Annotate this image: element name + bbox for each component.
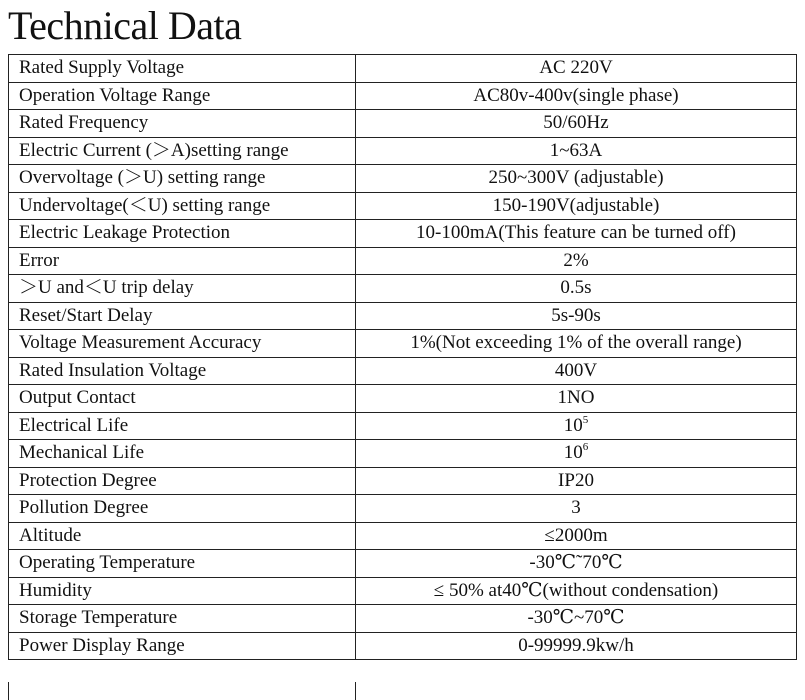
spec-name: Undervoltage(＜U) setting range [9,192,356,220]
spec-name: Reset/Start Delay [9,302,356,330]
table-row [9,55,797,83]
table-row [9,220,797,248]
value-base: 10 [563,414,583,436]
spec-name: ＞U and＜U trip delay [9,275,356,303]
table-row [9,110,797,138]
table-row [9,192,797,220]
divider [8,682,9,700]
spec-value: AC80v-400v(single phase) [356,82,797,110]
spec-name: Electrical Life [9,412,356,440]
spec-name: Output Contact [9,385,356,413]
table-row [9,577,797,605]
table-row [9,467,797,495]
spec-name: Protection Degree [9,467,356,495]
value-exponent: 6 [582,441,589,454]
spec-name: Humidity [9,577,356,605]
table-row [9,440,797,468]
spec-value: AC 220V [356,55,797,83]
table-row [9,137,797,165]
spec-name: Rated Frequency [9,110,356,138]
spec-value: IP20 [356,467,797,495]
table-row [9,495,797,523]
spec-value: 5s-90s [356,302,797,330]
spec-name: Storage Temperature [9,605,356,633]
spec-name: Mechanical Life [9,440,356,468]
spec-value: 3 [356,495,797,523]
value-base: 10 [563,442,583,464]
divider [355,682,356,700]
spec-name: Power Display Range [9,632,356,660]
spec-name: Rated Supply Voltage [9,55,356,83]
spec-name: Pollution Degree [9,495,356,523]
spec-name: Error [9,247,356,275]
spec-value: ≤2000m [356,522,797,550]
value-exponent: 5 [582,413,589,426]
table-row [9,165,797,193]
table-row [9,632,797,660]
spec-value [356,440,797,468]
table-row [9,302,797,330]
spec-name: Operating Temperature [9,550,356,578]
spec-value: -30℃~70℃ [356,605,797,633]
spec-value: 2% [356,247,797,275]
spec-value: 1~63A [356,137,797,165]
table-row [9,247,797,275]
spec-value: 250~300V (adjustable) [356,165,797,193]
spec-value: -30℃˜70℃ [356,550,797,578]
spec-value: 400V [356,357,797,385]
table-continuation [8,682,796,700]
spec-value [356,412,797,440]
table-row [9,357,797,385]
spec-value: ≤ 50% at40℃(without condensation) [356,577,797,605]
technical-data-table [8,54,797,660]
spec-value: 1%(Not exceeding 1% of the overall range) [356,330,797,358]
page-title: Technical Data [8,3,242,48]
spec-value: 10-100mA(This feature can be turned off) [356,220,797,248]
table-row [9,330,797,358]
spec-name: Electric Current (＞A)setting range [9,137,356,165]
spec-name: Rated Insulation Voltage [9,357,356,385]
table-row [9,605,797,633]
table-row [9,275,797,303]
spec-value: 50/60Hz [356,110,797,138]
table-row [9,550,797,578]
spec-name: Altitude [9,522,356,550]
table-row [9,412,797,440]
spec-value: 150-190V(adjustable) [356,192,797,220]
spec-name: Electric Leakage Protection [9,220,356,248]
spec-value: 0.5s [356,275,797,303]
spec-name: Voltage Measurement Accuracy [9,330,356,358]
spec-value: 1NO [356,385,797,413]
table-row [9,82,797,110]
table-row [9,385,797,413]
table-row [9,522,797,550]
spec-name: Operation Voltage Range [9,82,356,110]
spec-value: 0-99999.9kw/h [356,632,797,660]
spec-name: Overvoltage (＞U) setting range [9,165,356,193]
